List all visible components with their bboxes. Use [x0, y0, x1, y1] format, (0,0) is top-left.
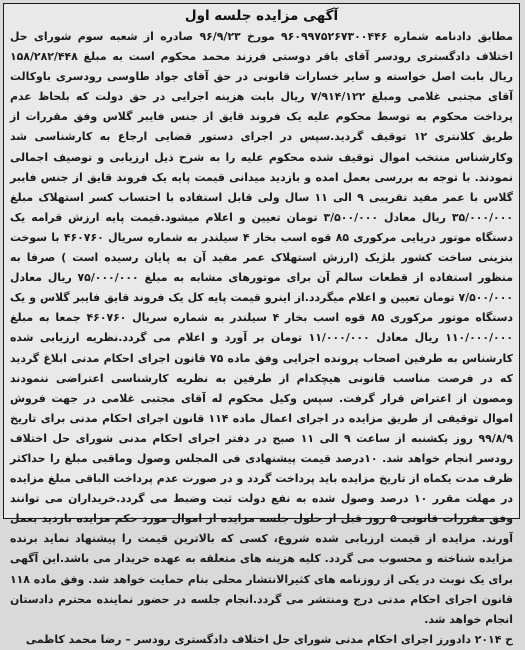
notice-page [3, 3, 520, 646]
notice-body: مطابق دادنامه شماره ۹۶۰۹۹۷۵۲۶۷۳۰۰۴۴۶ مورخ ۹۶/۹/۲۳ صادره از شعبه سوم شورای حل اختلاف دادگستری رودسر آقای باقر دوستی فرزند محمد محکوم است به مبلغ ۱۵۸/۲۸۲/۴۴۸ ریال بابت اصل خواسته و سایر خسارات قانونی در حق آقای جواد طاوسی رودسری باوکالت آقای مجتبی غلامی ومبلغ ۷/۹۱۴/۱۲۲ ریال بابت هزینه اجرایی در حق دولت که بلحاظ عدم پرداخت محکوم به توسط محکوم علیه یک فروند قایق از جنس فایبر گلاس وفق مقررات از طریق کلانتری ۱۲ توقیف گردید.سپس در اجرای دستور قضایی ارجاع به کارشناسی شد وکارشناس منتخب اموال توقیف شده محکوم علیه را به شرح ذیل ارزیابی و توصیف اجمالی نمودند. با توجه به بررسی بعمل امده و بازدید میدانی قیمت پایه یک فروند قایق از جنس فایبر گلاس با عمر مفید تقریبی ۹ الی ۱۱ سال ولی قابل استفاده با احتساب کسر استهلاک مبلغ ۳۵/۰۰۰/۰۰۰ ریال معادل ۳/۵۰۰/۰۰۰ تومان تعیین و اعلام میشود.قیمت پایه ارزش قرامه یک دستگاه موتور دریایی مرکوری ۸۵ قوه اسب بخار ۴ سیلندر به شماره سریال ۴۶۰۷۶۰ با سوخت بنزینی ساخت کشور بلژیک (ارزش استهلاک عمر مفید آن به پایان رسیده است ) صرفا به منظور استفاده از قطعات سالم آن برای موتورهای مشابه به مبلغ ۷۵/۰۰۰/۰۰۰ ریال معادل ۷/۵۰۰/۰۰۰ تومان تعیین و اعلام میگردد.از اینرو قیمت پایه کل یک فروند قایق فایبر گلاس و یک دستگاه موتور مرکوری ۸۵ قوه اسب بخار ۴ سیلندر به شماره سریال ۴۶۰۷۶۰ جمعا به مبلغ ۱۱۰/۰۰۰/۰۰۰ ریال معادل ۱۱/۰۰۰/۰۰۰ تومان بر آورد و اعلام می گردد.نظریه ارزیابی شده کارشناس به طرفین اصحاب پرونده اجرایی وفق ماده ۷۵ قانون اجرای احکام مدنی ابلاغ گردید که در فرصت مناسب قانونی هیچکدام از طرفین به نظریه کارشناسی اعتراضی ننمودند ومصون از اعتراض قرار گرفت. سپس وکیل محکوم له آقای مجتبی غلامی در جهت فروش اموال توقیفی از طریق مزایده در اجرای اعمال ماده ۱۱۴ قانون اجرای احکام مدنی برای تاریخ ۹۹/۸/۹ روز یکشنبه از ساعت ۹ الی ۱۱ صبح در دفتر اجرای احکام مدنی شورای حل اختلاف رودسر انجام خواهد شد. ۱۰درصد قیمت پیشنهادی فی المجلس وصول وماقبی مبلغ را حداکثر ظرف مدت یکماه از تاریخ مزایده باید پرداخت گردد و در صورت عدم پرداخت الباقی مبلغ مزایده در مهلت مقرر ۱۰ درصد وصول شده به نفع دولت ثبت وضبط می گردد.خریداران می توانند وفق مقررات قانونی ۵ روز قبل از حلول جلسه مزایده از اموال مورد حکم مزایده بازدید بعمل آورند. مزایده از قیمت ارزیابی شده شروع، کسی که بالاترین قیمت را پیشنهاد نماید برنده مزایده شناخته و محسوب می گردد. کلیه هزینه های متعلقه به عهده خریدار می باشد.این آگهی برای یک نوبت در یکی از روزنامه های کثیرالانتشار محلی بنام حمایت خواهد شد. وفق ماده ۱۱۸ قانون اجرای احکام مدنی درج ومنتشر می گردد.انجام جلسه در حضور نماینده محترم دادستان انجام خواهد شد. [10, 30, 514, 626]
notice-title: آگهی مزایده جلسه اول [184, 8, 339, 24]
notice-footer: ح ۲۰۱۴ دادورز اجرای احکام مدنی شورای حل اختلاف دادگستری رودسر – رضا محمد کاظمی [25, 632, 513, 646]
